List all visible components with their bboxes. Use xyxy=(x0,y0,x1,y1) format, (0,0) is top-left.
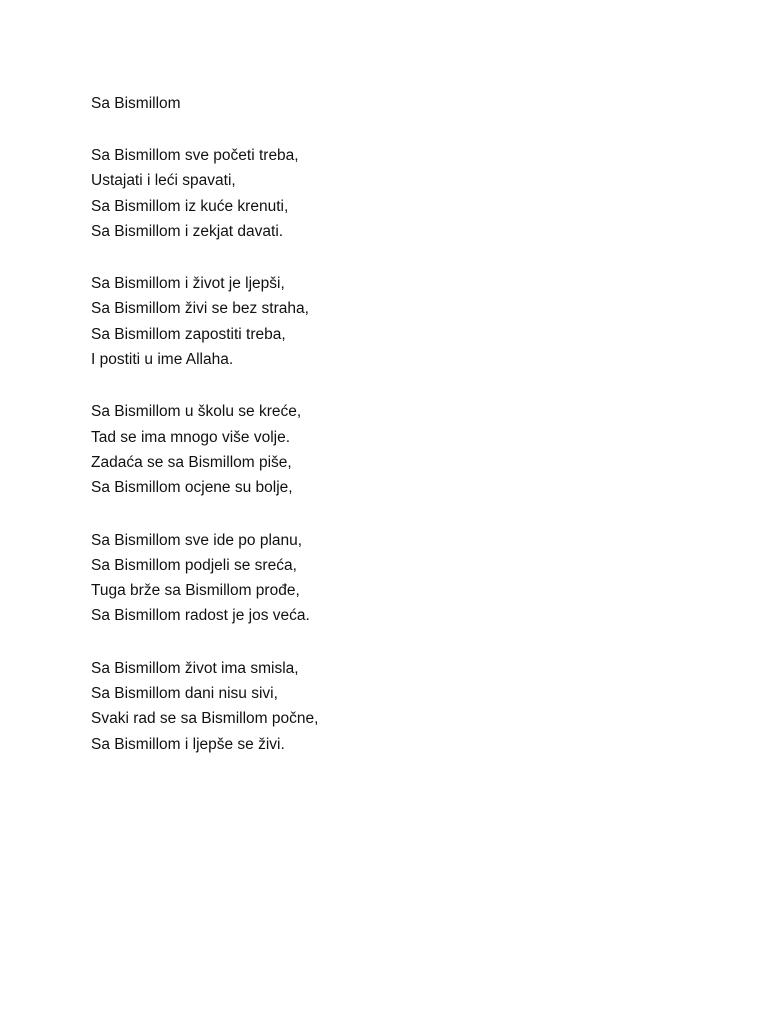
poem-line: Sa Bismillom ocjene su bolje, xyxy=(91,479,293,497)
poem-line: Sa Bismillom podjeli se sreća, xyxy=(91,556,297,574)
poem-line: Tad se ima mnogo više volje. xyxy=(91,428,291,446)
poem-line: Ustajati i leći spavati, xyxy=(91,172,236,190)
poem-line: Sa Bismillom i ljepše se živi. xyxy=(91,735,285,753)
poem-line: Tuga brže sa Bismillom prođe, xyxy=(91,582,300,600)
poem-line: Sa Bismillom sve početi treba, xyxy=(91,147,299,164)
poem-line: Svaki rad se sa Bismillom počne, xyxy=(91,710,319,728)
poem-line: Sa Bismillom u školu se kreće, xyxy=(91,403,302,421)
stanza-4 xyxy=(91,528,691,629)
poem-line: Sa Bismillom i zekjat davati. xyxy=(91,222,284,240)
poem-line: Sa Bismillom život ima smisla, xyxy=(91,659,299,677)
stanza-2 xyxy=(91,271,691,372)
poem-line: Sa Bismillom i život je ljepši, xyxy=(91,275,285,293)
poem-line: Sa Bismillom zapostiti treba, xyxy=(91,325,286,343)
poem-line: Zadaća se sa Bismillom piše, xyxy=(91,453,292,471)
poem-line: I postiti u ime Allaha. xyxy=(91,351,234,369)
poem-line: Sa Bismillom živi se bez straha, xyxy=(91,300,309,318)
stanza-5 xyxy=(91,656,691,757)
poem-line: Sa Bismillom radost je jos veća. xyxy=(91,607,310,625)
poem-title: Sa Bismillom xyxy=(91,95,181,112)
poem-line: Sa Bismillom dani nisu sivi, xyxy=(91,685,278,703)
stanza-1 xyxy=(91,143,691,244)
poem-body xyxy=(91,91,691,757)
poem-line: Sa Bismillom iz kuće krenuti, xyxy=(91,197,289,215)
stanza-3 xyxy=(91,399,691,500)
poem-line: Sa Bismillom sve ide po planu, xyxy=(91,531,303,549)
